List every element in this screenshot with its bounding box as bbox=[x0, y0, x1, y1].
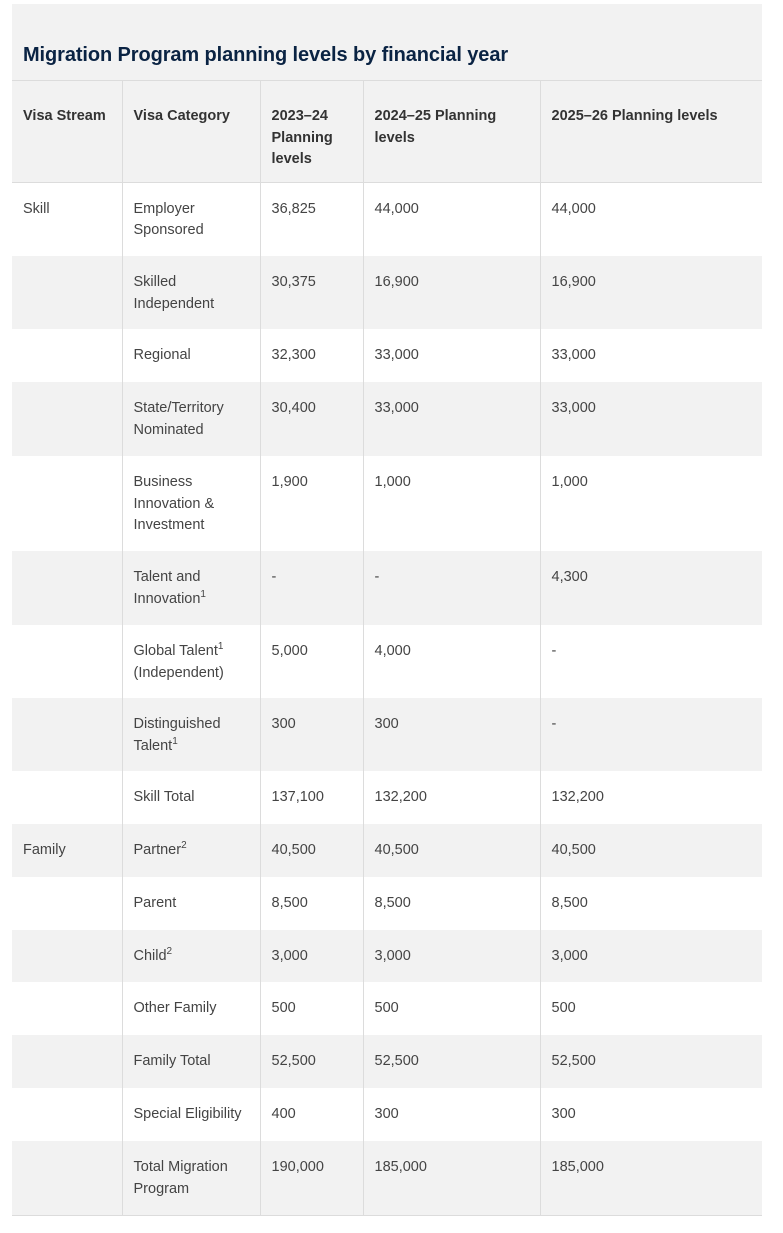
table-row bbox=[12, 625, 762, 698]
category-label: Parent bbox=[133, 895, 177, 911]
table-row bbox=[12, 329, 762, 382]
cell-2025-26: 4,300 bbox=[540, 551, 762, 625]
header-2023-24: 2023–24 Planning levels bbox=[260, 81, 363, 182]
cell-visa-stream bbox=[12, 930, 122, 982]
cell-2025-26: - bbox=[540, 625, 762, 698]
category-label: Skilled Independent bbox=[133, 274, 215, 312]
table-row bbox=[12, 698, 762, 771]
table-row bbox=[12, 1088, 762, 1141]
table-row bbox=[12, 824, 762, 877]
cell-2023-24: 300 bbox=[260, 698, 363, 771]
category-label: Global Talent bbox=[133, 643, 218, 659]
cell-visa-category bbox=[122, 824, 260, 877]
cell-2024-25: 40,500 bbox=[363, 824, 540, 877]
cell-visa-category bbox=[122, 456, 260, 551]
cell-visa-category bbox=[122, 1088, 260, 1141]
table-row bbox=[12, 382, 762, 456]
cell-2024-25: 33,000 bbox=[363, 382, 540, 456]
cell-2025-26: 40,500 bbox=[540, 824, 762, 877]
footnote-marker: 2 bbox=[166, 946, 173, 957]
cell-visa-stream bbox=[12, 551, 122, 625]
header-visa-stream: Visa Stream bbox=[12, 81, 122, 182]
cell-2023-24: 40,500 bbox=[260, 824, 363, 877]
category-label: Business Innovation & Investment bbox=[133, 474, 215, 533]
header-2025-26: 2025–26 Planning levels bbox=[540, 81, 762, 182]
header-visa-category: Visa Category bbox=[122, 81, 260, 182]
cell-2024-25: 132,200 bbox=[363, 771, 540, 824]
cell-visa-stream: Family bbox=[12, 824, 122, 877]
cell-2023-24: 400 bbox=[260, 1088, 363, 1141]
cell-2024-25: 16,900 bbox=[363, 256, 540, 329]
category-label: Regional bbox=[133, 347, 191, 363]
cell-2023-24: 52,500 bbox=[260, 1035, 363, 1088]
footnote-marker: 1 bbox=[217, 641, 224, 652]
cell-2023-24: 500 bbox=[260, 982, 363, 1035]
table-title: Migration Program planning levels by financial year bbox=[23, 44, 509, 66]
cell-2025-26: 1,000 bbox=[540, 456, 762, 551]
table-row bbox=[12, 182, 762, 256]
cell-visa-category bbox=[122, 1141, 260, 1215]
cell-2025-26: 3,000 bbox=[540, 930, 762, 982]
cell-visa-category bbox=[122, 771, 260, 824]
footnote-marker: 1 bbox=[200, 588, 206, 600]
cell-visa-category bbox=[122, 982, 260, 1035]
cell-2025-26: 500 bbox=[540, 982, 762, 1035]
cell-2025-26: 185,000 bbox=[540, 1141, 762, 1215]
cell-visa-category bbox=[122, 182, 260, 256]
cell-visa-stream bbox=[12, 877, 122, 930]
cell-2023-24: 1,900 bbox=[260, 456, 363, 551]
cell-2025-26: - bbox=[540, 698, 762, 771]
footnote-marker: 1 bbox=[172, 735, 178, 747]
header-2024-25: 2024–25 Planning levels bbox=[363, 81, 540, 182]
category-label: State/Territory Nominated bbox=[133, 400, 224, 438]
category-label: Total Migration Program bbox=[133, 1159, 228, 1197]
cell-2024-25: 300 bbox=[363, 1088, 540, 1141]
cell-2025-26: 16,900 bbox=[540, 256, 762, 329]
category-label: Partner bbox=[133, 842, 182, 858]
cell-visa-category bbox=[122, 1035, 260, 1088]
cell-visa-category bbox=[122, 698, 260, 771]
cell-2024-25: 8,500 bbox=[363, 877, 540, 930]
cell-2025-26: 33,000 bbox=[540, 329, 762, 382]
cell-2023-24: 3,000 bbox=[260, 930, 363, 982]
cell-visa-category bbox=[122, 329, 260, 382]
table-row bbox=[12, 551, 762, 625]
cell-2025-26: 300 bbox=[540, 1088, 762, 1141]
cell-2023-24: 5,000 bbox=[260, 625, 363, 698]
category-label-suffix: (Independent) bbox=[133, 664, 224, 681]
category-label: Skill Total bbox=[133, 789, 195, 805]
cell-visa-category bbox=[122, 930, 260, 982]
cell-2025-26: 132,200 bbox=[540, 771, 762, 824]
cell-visa-stream bbox=[12, 382, 122, 456]
cell-visa-category bbox=[122, 551, 260, 625]
cell-2025-26: 44,000 bbox=[540, 182, 762, 256]
planning-levels-table-container bbox=[12, 4, 762, 1216]
cell-visa-stream: Skill bbox=[23, 200, 50, 217]
category-label: Distinguished Talent bbox=[133, 716, 221, 754]
category-label: Family Total bbox=[133, 1053, 211, 1069]
table-row bbox=[12, 1141, 762, 1215]
cell-2024-25: - bbox=[363, 551, 540, 625]
category-label: Other Family bbox=[133, 1000, 217, 1016]
cell-2025-26: 33,000 bbox=[540, 382, 762, 456]
table-row bbox=[12, 256, 762, 329]
cell-2025-26: 8,500 bbox=[540, 877, 762, 930]
table-row bbox=[12, 930, 762, 982]
cell-2024-25: 3,000 bbox=[363, 930, 540, 982]
cell-visa-stream bbox=[12, 1141, 122, 1215]
cell-2023-24: 190,000 bbox=[260, 1141, 363, 1215]
table-body bbox=[12, 182, 762, 1215]
cell-2025-26: 52,500 bbox=[540, 1035, 762, 1088]
cell-visa-stream bbox=[12, 982, 122, 1035]
cell-visa-stream bbox=[12, 1088, 122, 1141]
cell-2023-24: 30,400 bbox=[260, 382, 363, 456]
cell-2024-25: 44,000 bbox=[363, 182, 540, 256]
cell-2024-25: 500 bbox=[363, 982, 540, 1035]
category-label: Employer Sponsored bbox=[133, 200, 204, 238]
cell-2024-25: 185,000 bbox=[363, 1141, 540, 1215]
cell-visa-category bbox=[122, 625, 260, 698]
cell-2024-25: 1,000 bbox=[363, 456, 540, 551]
cell-2024-25: 300 bbox=[363, 698, 540, 771]
table-row bbox=[12, 771, 762, 824]
cell-visa-stream bbox=[12, 256, 122, 329]
cell-visa-stream bbox=[12, 771, 122, 824]
table-row bbox=[12, 456, 762, 551]
planning-levels-table bbox=[12, 81, 762, 1216]
cell-2024-25: 52,500 bbox=[363, 1035, 540, 1088]
cell-2023-24: - bbox=[260, 551, 363, 625]
table-row bbox=[12, 1035, 762, 1088]
cell-visa-category bbox=[122, 256, 260, 329]
cell-2023-24: 137,100 bbox=[260, 771, 363, 824]
table-header-row bbox=[12, 81, 762, 182]
category-label: Child bbox=[133, 948, 167, 964]
category-label: Special Eligibility bbox=[133, 1106, 242, 1122]
cell-2024-25: 4,000 bbox=[363, 625, 540, 698]
table-row bbox=[12, 877, 762, 930]
cell-visa-category bbox=[122, 877, 260, 930]
footnote-marker: 2 bbox=[181, 840, 187, 851]
category-label: Talent and Innovation bbox=[133, 569, 201, 607]
cell-visa-stream bbox=[12, 456, 122, 551]
cell-2023-24: 8,500 bbox=[260, 877, 363, 930]
cell-2023-24: 30,375 bbox=[260, 256, 363, 329]
cell-2023-24: 32,300 bbox=[260, 329, 363, 382]
cell-2024-25: 33,000 bbox=[363, 329, 540, 382]
table-title-bar bbox=[12, 4, 762, 81]
cell-2023-24: 36,825 bbox=[260, 182, 363, 256]
cell-visa-stream bbox=[12, 698, 122, 771]
cell-visa-stream bbox=[12, 1035, 122, 1088]
cell-visa-category bbox=[122, 382, 260, 456]
table-row bbox=[12, 982, 762, 1035]
cell-visa-stream bbox=[12, 329, 122, 382]
cell-visa-stream bbox=[12, 625, 122, 698]
